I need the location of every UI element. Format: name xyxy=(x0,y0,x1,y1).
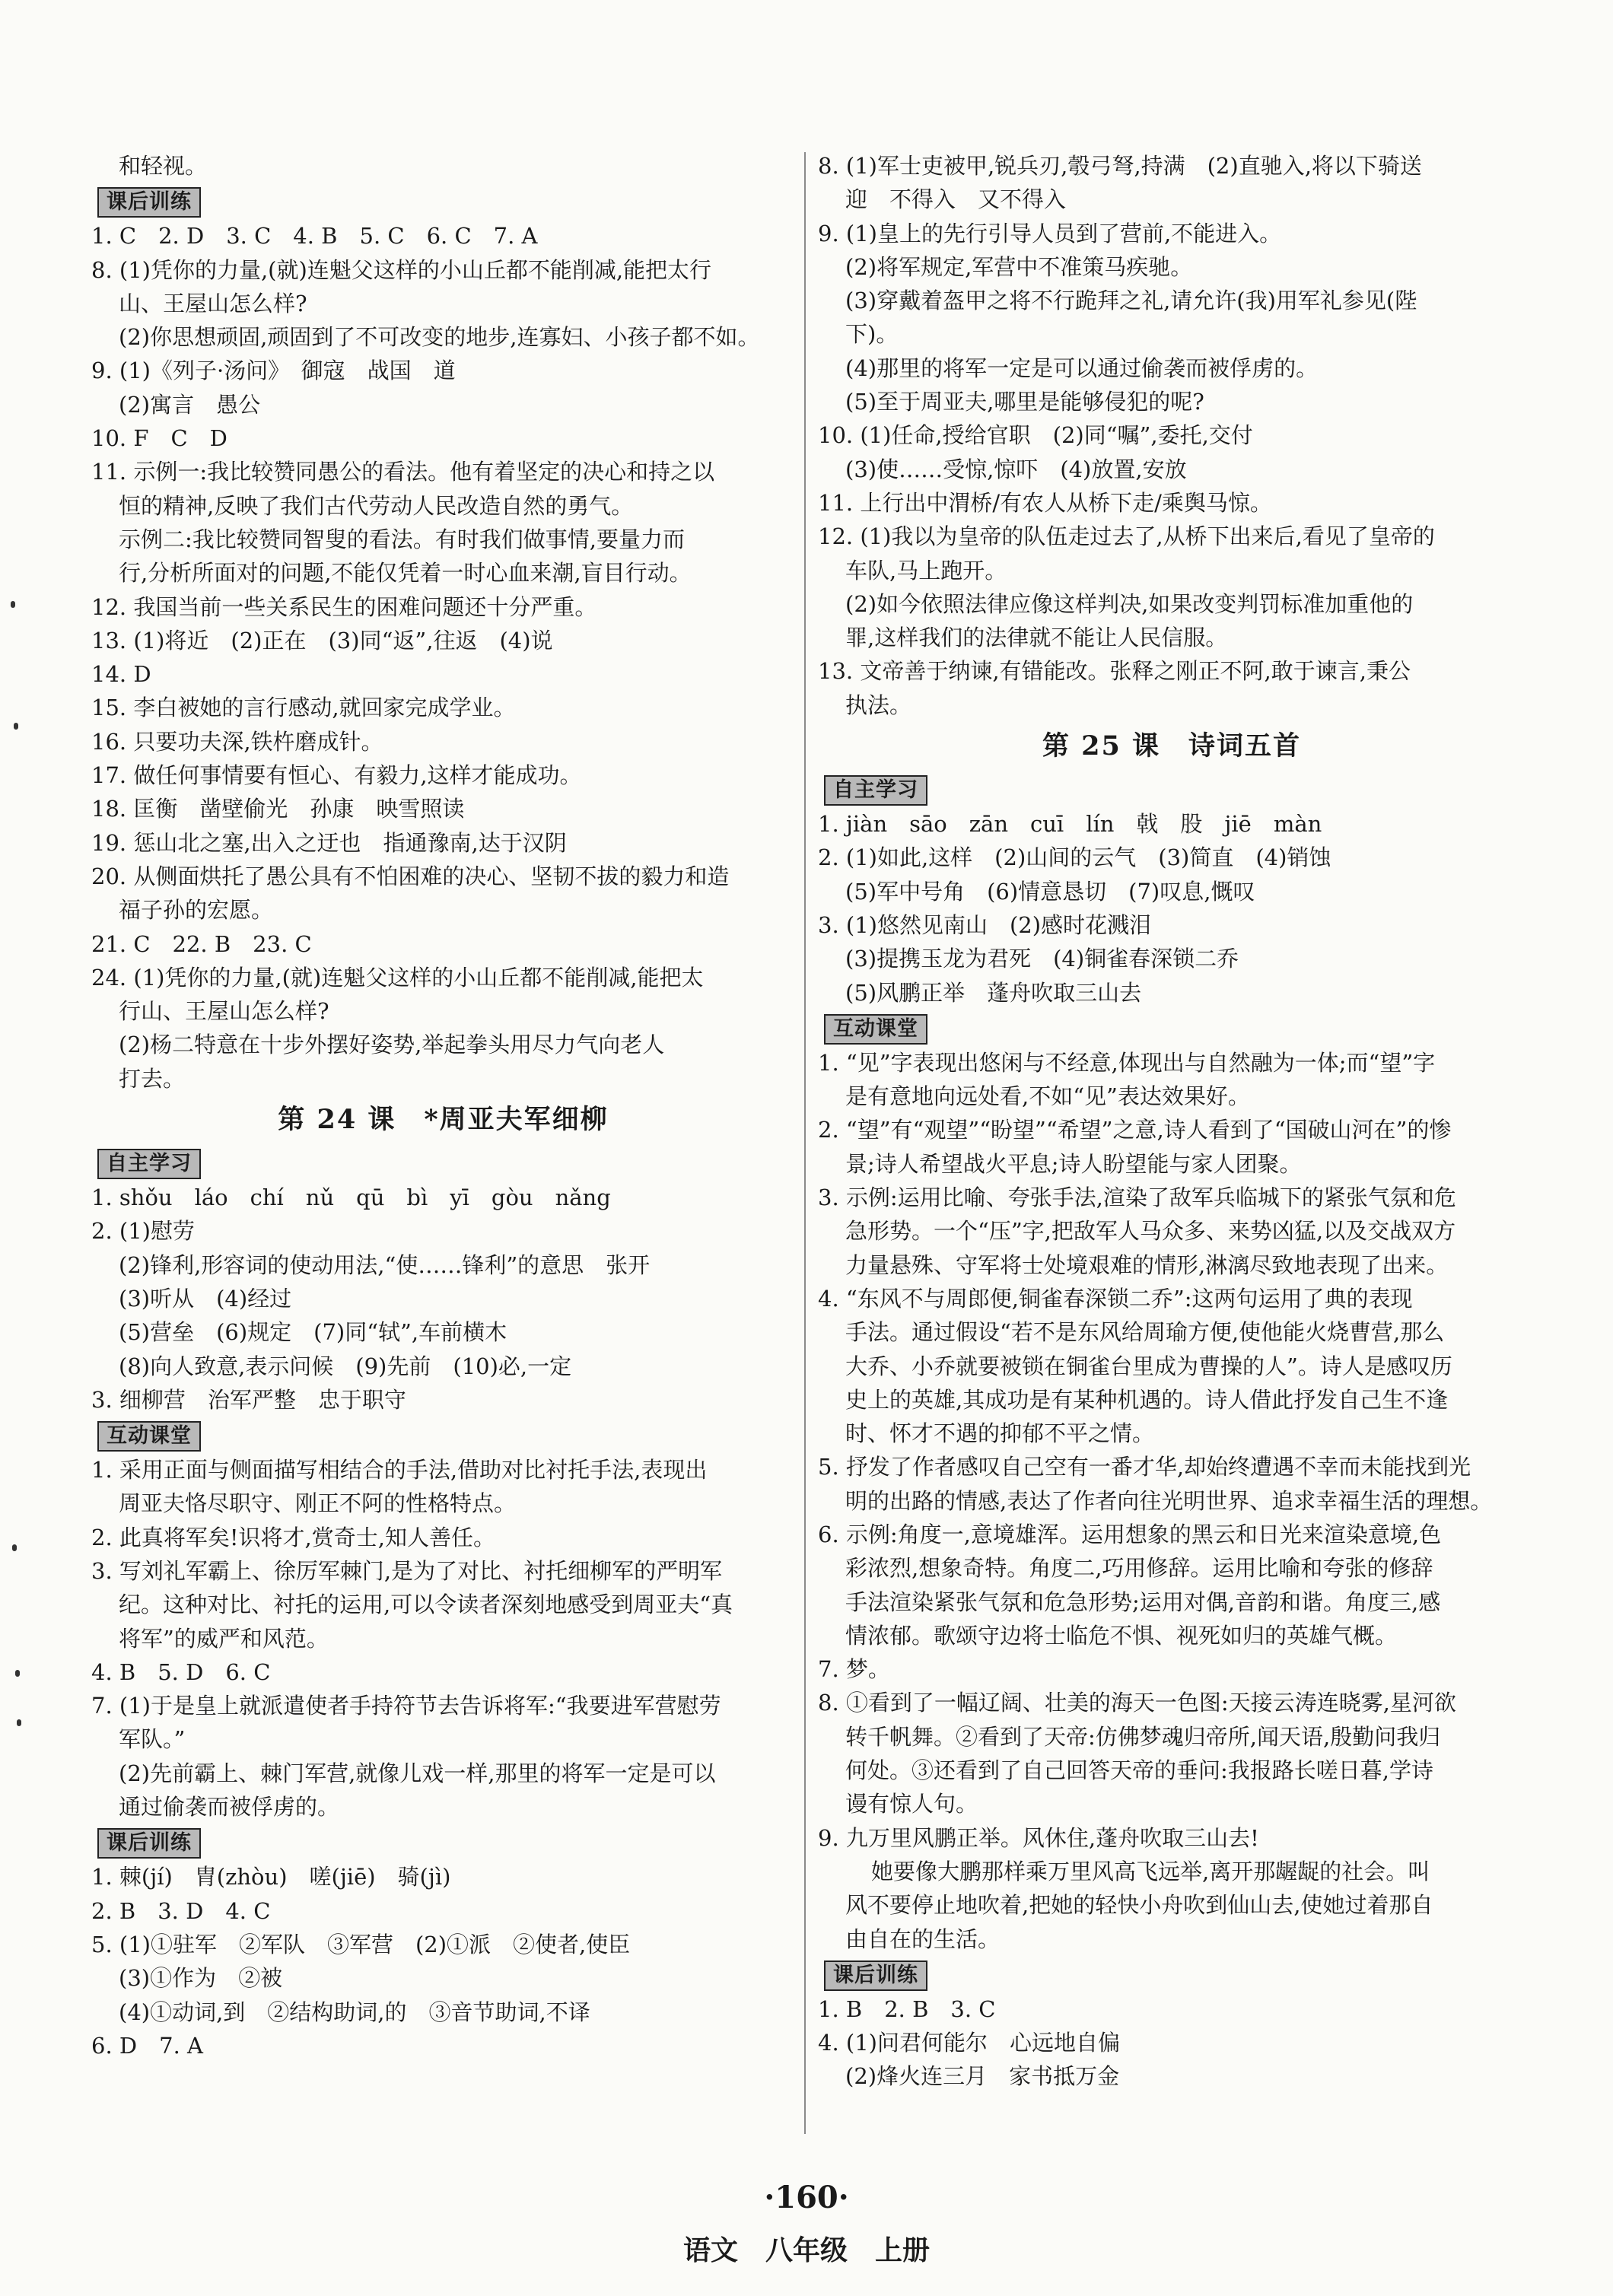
answer-item: 16. 只要功夫深,铁杵磨成针。 xyxy=(91,728,383,755)
answer-item: 8. (1)军士吏被甲,锐兵刃,彀弓弩,持满 (2)直驰入,将以下骑送 xyxy=(818,153,1422,179)
answer-item: 5. 抒发了作者感叹自己空有一番才华,却始终遭遇不幸而未能找到光 xyxy=(818,1454,1471,1480)
answer-line: 手法。通过假设“若不是东风给周瑜方便,使他能火烧曹营,那么 xyxy=(845,1319,1445,1346)
answer-line: 情浓郁。歌颂守边将士临危不惧、视死如归的英雄气概。 xyxy=(845,1622,1398,1649)
section-tag-row xyxy=(91,1144,795,1181)
answer-item: 24. (1)凭你的力量,(就)连魁父这样的小山丘都不能削减,能把太 xyxy=(91,964,704,991)
answer-line: 纪。这种对比、衬托的运用,可以令读者深刻地感受到周亚夫“真 xyxy=(119,1592,733,1618)
answer-line: (5)营垒 (6)规定 (7)同“轼”,车前横木 xyxy=(119,1319,507,1346)
answer-item: 3. 示例:运用比喻、夸张手法,渲染了敌军兵临城下的紧张气氛和危 xyxy=(818,1185,1456,1211)
section-tag: 课后训练 xyxy=(97,187,201,218)
answer-line: 山、王屋山怎么样? xyxy=(119,290,307,316)
section-tag: 互动课堂 xyxy=(824,1014,927,1045)
answer-item: 6. D 7. A xyxy=(91,2032,203,2059)
answer-item: 2. 此真将军矣!识将才,赏奇士,知人善任。 xyxy=(91,1524,495,1550)
answer-line: 转千帆舞。②看到了天帝:仿佛梦魂归帝所,闻天语,殷勤问我归 xyxy=(845,1723,1441,1750)
scan-speck xyxy=(15,1670,20,1677)
answer-item: 21. C 22. B 23. C xyxy=(91,930,312,957)
answer-line: (2)锋利,形容词的使动用法,“使……锋利”的意思 张开 xyxy=(119,1251,651,1278)
answer-line: (3)使……受惊,惊吓 (4)放置,安放 xyxy=(845,456,1187,482)
answer-item: 13. (1)将近 (2)正在 (3)同“返”,往返 (4)说 xyxy=(91,627,553,654)
answer-line: 彩浓烈,想象奇特。角度二,巧用修辞。运用比喻和夸张的修辞 xyxy=(845,1555,1433,1582)
answer-line: 行,分析所面对的问题,不能仅凭着一时心血来潮,盲目行动。 xyxy=(119,560,692,587)
answer-line: (5)军中号角 (6)情意恳切 (7)叹息,慨叹 xyxy=(845,878,1255,905)
section-tag: 课后训练 xyxy=(97,1828,201,1859)
answer-line: (8)向人致意,表示问候 (9)先前 (10)必,一定 xyxy=(119,1353,572,1379)
answer-item: 4. “东风不与周郎便,铜雀春深锁二乔”:这两句运用了典的表现 xyxy=(818,1285,1413,1312)
answer-line: 是有意地向远处看,不如“见”表达效果好。 xyxy=(845,1083,1250,1110)
answer-item: 1. B 2. B 3. C xyxy=(818,1995,996,2022)
answer-item: 1. shǒu láo chí nǔ qū bì yī gòu nǎng xyxy=(91,1185,611,1211)
answer-line: (3)①作为 ②被 xyxy=(119,1965,283,1992)
answer-item: 2. B 3. D 4. C xyxy=(91,1897,271,1924)
answer-line: 示例二:我比较赞同智叟的看法。有时我们做事情,要量力而 xyxy=(119,526,685,552)
answer-line: 由自在的生活。 xyxy=(845,1926,1001,1952)
answer-item: 13. 文帝善于纳谏,有错能改。张释之刚正不阿,敢于谏言,秉公 xyxy=(818,658,1411,685)
section-tag-row xyxy=(818,1010,1526,1046)
answer-item: 4. B 5. D 6. C xyxy=(91,1658,271,1685)
answer-line: 将军”的威严和风范。 xyxy=(119,1625,329,1652)
answer-item: 2. (1)慰劳 xyxy=(91,1218,195,1245)
answer-item: 1. “见”字表现出悠闲与不经意,体现出与自然融为一体;而“望”字 xyxy=(818,1049,1436,1076)
column-divider xyxy=(804,152,806,2134)
left-column xyxy=(91,149,795,2062)
answer-line: (3)穿戴着盔甲之将不行跪拜之礼,请允许(我)用军礼参见(陛 xyxy=(845,288,1417,314)
section-tag-row xyxy=(91,183,795,219)
lesson-heading: 第 24 课 *周亚夫军细柳 xyxy=(278,1104,609,1136)
answer-item: 15. 李白被她的言行感动,就回家完成学业。 xyxy=(91,695,516,721)
answer-line: 大乔、小乔就要被锁在铜雀台里成为曹操的人”。诗人是感叹历 xyxy=(845,1353,1452,1379)
answer-line: (2)寓言 愚公 xyxy=(119,391,261,418)
answer-item: 19. 惩山北之塞,出入之迂也 指通豫南,达于汉阴 xyxy=(91,829,567,856)
answer-line: 力量悬殊、守军将士处境艰难的情形,淋漓尽致地表现了出来。 xyxy=(845,1251,1449,1278)
answer-line: (2)如今依照法律应像这样判决,如果改变判罚标准加重他的 xyxy=(845,590,1414,617)
answer-line: (4)那里的将军一定是可以通过偷袭而被俘虏的。 xyxy=(845,355,1319,381)
answer-line: (2)将军规定,军营中不准策马疾驰。 xyxy=(845,253,1193,280)
answer-item: 6. 示例:角度一,意境雄浑。运用想象的黑云和日光来渲染意境,色 xyxy=(818,1521,1442,1547)
section-tag-row xyxy=(91,1417,795,1453)
answer-line: (2)杨二特意在十步外摆好姿势,举起拳头用尽力气向老人 xyxy=(119,1032,665,1058)
answer-item: 11. 上行出中渭桥/有农人从桥下走/乘舆马惊。 xyxy=(818,489,1272,516)
answer-line: 下)。 xyxy=(845,321,899,348)
answer-line: 罪,这样我们的法律就不能让人民信服。 xyxy=(845,625,1228,651)
answer-item: 9. 九万里风鹏正举。风休住,蓬舟吹取三山去! xyxy=(818,1824,1259,1851)
answer-line: 车队,马上跑开。 xyxy=(845,557,1007,584)
answer-item: 2. (1)如此,这样 (2)山间的云气 (3)简直 (4)销蚀 xyxy=(818,844,1331,871)
answer-line: 打去。 xyxy=(119,1065,186,1092)
answer-line: (2)你思想顽固,顽固到了不可改变的地步,连寡妇、小孩子都不如。 xyxy=(119,324,760,351)
answer-line: (5)风鹏正举 蓬舟吹取三山去 xyxy=(845,979,1142,1006)
section-tag-row xyxy=(91,1824,795,1860)
answer-line: 史上的英雄,其成功是有某种机遇的。诗人借此抒发自己生不逢 xyxy=(845,1386,1449,1413)
answer-line: 风不要停止地吹着,把她的轻快小舟吹到仙山去,使她过着那自 xyxy=(845,1892,1433,1919)
answer-line: 明的出路的情感,表达了作者向往光明世界、追求幸福生活的理想。 xyxy=(845,1487,1493,1514)
answer-line: 行山、王屋山怎么样? xyxy=(119,998,329,1025)
answer-line: 她要像大鹏那样乘万里风高飞远举,离开那龌龊的社会。叫 xyxy=(871,1858,1430,1884)
answer-item: 18. 匡衡 凿壁偷光 孙康 映雪照读 xyxy=(91,796,465,822)
answer-line: (4)①动词,到 ②结构助词,的 ③音节助词,不译 xyxy=(119,1999,590,2025)
answer-item: 9. (1)皇上的先行引导人员到了营前,不能进入。 xyxy=(818,220,1282,246)
answer-line: 军队。” xyxy=(119,1726,186,1753)
lesson-heading: 第 25 课 诗词五首 xyxy=(1042,730,1302,762)
answer-item: 1. C 2. D 3. C 4. B 5. C 6. C 7. A xyxy=(91,223,538,250)
answer-line: (3)听从 (4)经过 xyxy=(119,1285,292,1312)
answer-item: 8. ①看到了一幅辽阔、壮美的海天一色图:天接云涛连晓雾,星河欲 xyxy=(818,1690,1456,1716)
answer-item: 10. (1)任命,授给官职 (2)同“嘱”,委托,交付 xyxy=(818,422,1253,449)
answer-line: 恒的精神,反映了我们古代劳动人民改造自然的勇气。 xyxy=(119,492,634,519)
answer-item: 14. D xyxy=(91,661,151,688)
answer-line: 周亚夫恪尽职守、刚正不阿的性格特点。 xyxy=(119,1490,517,1517)
section-tag: 自主学习 xyxy=(824,775,927,806)
answer-item: 2. “望”有“观望”“盼望”“希望”之意,诗人看到了“国破山河在”的惨 xyxy=(818,1117,1452,1143)
section-tag-row xyxy=(818,1956,1526,1992)
answer-line: 何处。③还看到了自己回答天帝的垂问:我报路长嗟日暮,学诗 xyxy=(845,1757,1433,1784)
answer-item: 12. 我国当前一些关系民生的困难问题还十分严重。 xyxy=(91,593,597,620)
answer-line: 谩有惊人句。 xyxy=(845,1791,978,1817)
answer-item: 1. 棘(jí) 胄(zhòu) 嗟(jiē) 骑(jì) xyxy=(91,1864,451,1891)
section-tag: 课后训练 xyxy=(824,1961,927,1991)
page-number: ·160· xyxy=(764,2180,849,2215)
scan-speck xyxy=(14,723,18,730)
answer-line: (2)烽火连三月 家书抵万金 xyxy=(845,2063,1120,2090)
answer-item: 11. 示例一:我比较赞同愚公的看法。他有着坚定的决心和持之以 xyxy=(91,459,715,485)
answer-line: 景;诗人希望战火平息;诗人盼望能与家人团聚。 xyxy=(845,1150,1302,1177)
answer-line: 执法。 xyxy=(845,692,912,718)
answer-item: 3. 细柳营 治军严整 忠于职守 xyxy=(91,1386,406,1413)
answer-line: 迎 不得入 又不得入 xyxy=(845,186,1067,213)
answer-item: 4. (1)问君何能尔 心远地自偏 xyxy=(818,2030,1120,2056)
answer-item: 17. 做任何事情要有恒心、有毅力,这样才能成功。 xyxy=(91,762,582,789)
section-tag-row xyxy=(818,771,1526,807)
scan-speck xyxy=(11,601,15,608)
answer-line: (5)至于周亚夫,哪里是能够侵犯的呢? xyxy=(845,389,1204,415)
answer-item: 7. (1)于是皇上就派遣使者手持符节去告诉将军:“我要进军营慰劳 xyxy=(91,1693,721,1719)
answer-line: 急形势。一个“压”字,把敌军人马众多、来势凶猛,以及交战双方 xyxy=(845,1218,1456,1245)
answer-item: 10. F C D xyxy=(91,425,227,452)
scan-speck xyxy=(17,1719,21,1726)
book-subject-line: 语文 八年级 上册 xyxy=(682,2234,930,2266)
answer-item: 7. 梦。 xyxy=(818,1656,890,1683)
answer-item: 3. 写刘礼军霸上、徐厉军棘门,是为了对比、衬托细柳军的严明军 xyxy=(91,1557,723,1584)
answer-item: 1. 采用正面与侧面描写相结合的手法,借助对比衬托手法,表现出 xyxy=(91,1457,708,1483)
answer-item: 3. (1)悠然见南山 (2)感时花溅泪 xyxy=(818,911,1152,938)
answer-item: 12. (1)我以为皇帝的队伍走过去了,从桥下出来后,看见了皇帝的 xyxy=(818,523,1435,550)
answer-item: 8. (1)凭你的力量,(就)连魁父这样的小山丘都不能削减,能把太行 xyxy=(91,256,712,283)
answer-line: 时、怀才不遇的抑郁不平之情。 xyxy=(845,1420,1155,1447)
answer-item: 5. (1)①驻军 ②军队 ③军营 (2)①派 ②使者,使臣 xyxy=(91,1931,631,1957)
answer-line: 手法渲染紧张气氛和危急形势;运用对偶,音韵和谐。角度三,感 xyxy=(845,1588,1441,1615)
answer-line: 和轻视。 xyxy=(119,153,208,179)
answer-item: 9. (1)《列子·汤问》 御寇 战国 道 xyxy=(91,358,456,384)
answer-line: 福子孙的宏愿。 xyxy=(119,897,274,924)
answer-line: (2)先前霸上、棘门军营,就像儿戏一样,那里的将军一定是可以 xyxy=(119,1760,716,1786)
right-column xyxy=(818,149,1526,2094)
section-tag: 自主学习 xyxy=(97,1149,201,1179)
section-tag: 互动课堂 xyxy=(97,1421,201,1452)
answer-item: 20. 从侧面烘托了愚公具有不怕困难的决心、坚韧不拔的毅力和造 xyxy=(91,863,730,889)
answer-item: 1. jiàn sāo zān cuī lín 戟 股 jiē màn xyxy=(818,811,1322,838)
scan-speck xyxy=(12,1544,17,1551)
answer-line: 通过偷袭而被俘虏的。 xyxy=(119,1794,340,1821)
answer-line: (3)提携玉龙为君死 (4)铜雀春深锁二乔 xyxy=(845,946,1239,972)
